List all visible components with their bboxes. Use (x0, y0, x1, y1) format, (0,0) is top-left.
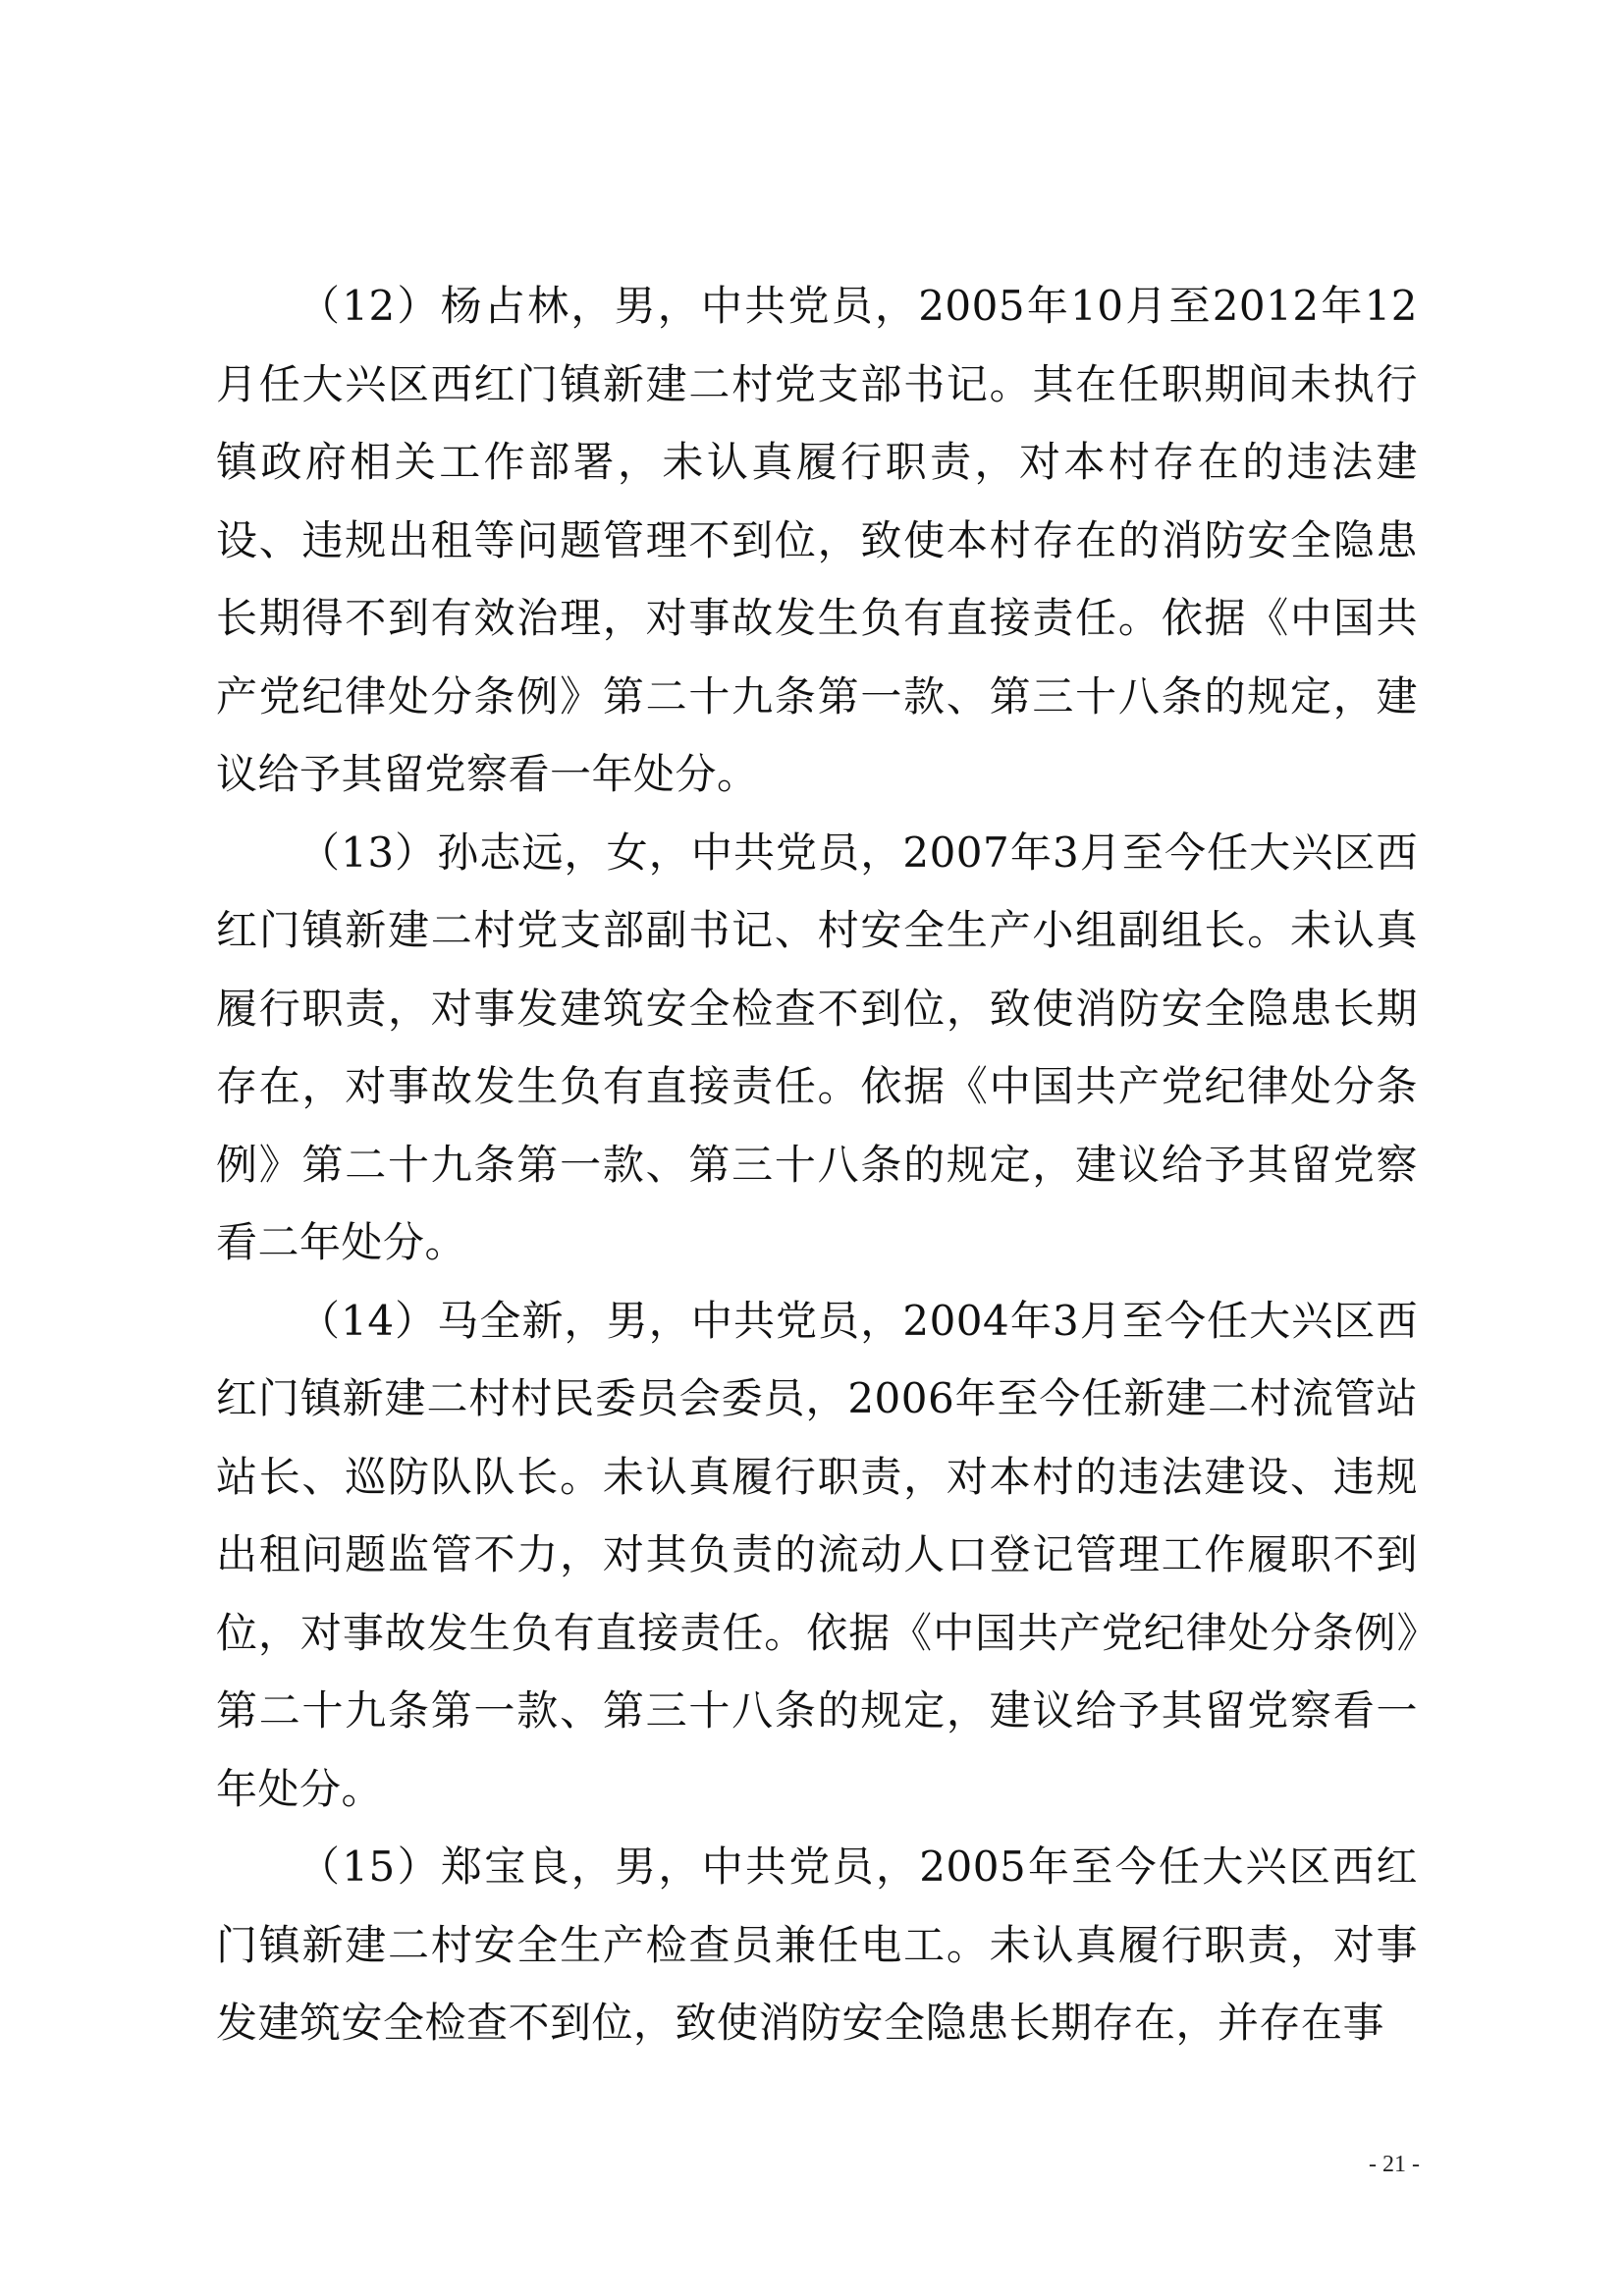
paragraph-15: （15）郑宝良，男，中共党员，2005年至今任大兴区西红门镇新建二村安全生产检查员兼任电工。未认真履行职责，对事发建筑安全检查不到位，致使消防安全隐患长期存在，并存在事 (216, 1842, 1418, 2047)
paragraph-12: （12）杨占林，男，中共党员，2005年10月至2012年12月任大兴区西红门镇新建二村党支部书记。其在任职期间未执行镇政府相关工作部署，未认真履行职责，对本村存在的违法建设、违规出租等问题管理不到位，致使本村存在的消防安全隐患长期得不到有效治理，对事故发生负有直接责任。依据《中国共产党纪律处分条例》第二十九条第一款、第三十八条的规定，建议给予其留党察看一年处分。 (216, 282, 1418, 798)
document-body (216, 267, 1418, 2062)
page-number: - 21 - (1369, 2152, 1420, 2177)
paragraph-14: （14）马全新，男，中共党员，2004年3月至今任大兴区西红门镇新建二村村民委员会委员，2006年至今任新建二村流管站站长、巡防队队长。未认真履行职责，对本村的违法建设、违规出租问题监管不力，对其负责的流动人口登记管理工作履职不到位，对事故发生负有直接责任。依据《中国共产党纪律处分条例》第二十九条第一款、第三十八条的规定，建议给予其留党察看一年处分。 (216, 1296, 1418, 1813)
paragraph-13: （13）孙志远，女，中共党员，2007年3月至今任大兴区西红门镇新建二村党支部副书记、村安全生产小组副组长。未认真履行职责，对事发建筑安全检查不到位，致使消防安全隐患长期存在，对事故发生负有直接责任。依据《中国共产党纪律处分条例》第二十九条第一款、第三十八条的规定，建议给予其留党察看二年处分。 (216, 828, 1418, 1266)
